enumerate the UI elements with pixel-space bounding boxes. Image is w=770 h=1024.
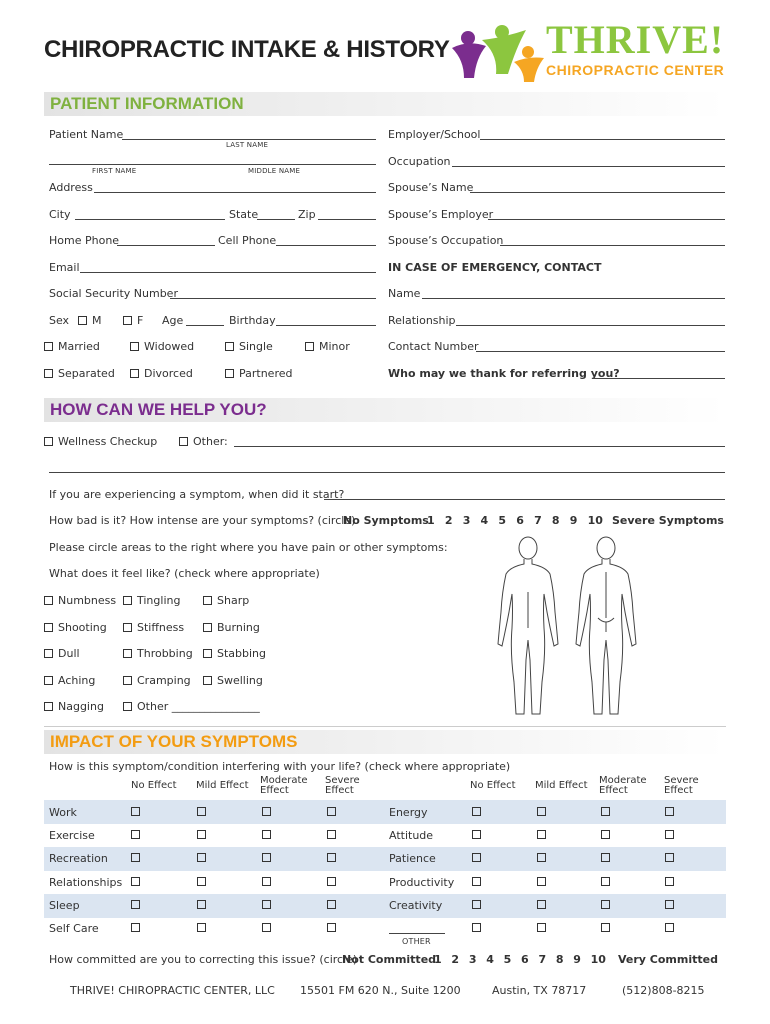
creativity-no-effect-checkbox[interactable] <box>472 900 481 909</box>
partnered-option[interactable]: Partnered <box>225 367 293 380</box>
logo-subtitle: CHIROPRACTIC CENTER <box>546 62 725 78</box>
contact-number-field[interactable] <box>476 351 725 352</box>
patient-info-heading: PATIENT INFORMATION <box>50 94 244 113</box>
impact-divider <box>44 726 726 727</box>
productivity-mild-effect-checkbox[interactable] <box>537 877 546 886</box>
burning-option[interactable]: Burning <box>203 621 260 634</box>
nagging-checkbox[interactable] <box>44 702 53 711</box>
footer-city: Austin, TX 78717 <box>492 984 587 997</box>
birthday-label: Birthday <box>229 314 276 327</box>
commitment-label: How committed are you to correcting this issue? (circle) <box>49 953 358 966</box>
work-moderate-effect-checkbox[interactable] <box>262 807 271 816</box>
creativity-severe-effect-checkbox[interactable] <box>665 900 674 909</box>
email-field[interactable] <box>80 272 376 273</box>
symptom-scale-4[interactable]: 4 <box>480 514 489 527</box>
impact-row-band <box>44 847 726 871</box>
separated-checkbox[interactable] <box>44 369 53 378</box>
symptom-scale[interactable] <box>427 514 603 527</box>
very-committed-label: Very Committed <box>618 953 718 966</box>
age-label: Age <box>162 314 184 327</box>
married-option[interactable]: Married <box>44 340 100 353</box>
patience-moderate-effect-checkbox[interactable] <box>601 853 610 862</box>
middle-name-caption: MIDDLE NAME <box>248 167 301 175</box>
other-severe-effect-checkbox[interactable] <box>665 923 674 932</box>
symptom-scale-1[interactable]: 1 <box>427 514 435 527</box>
col-no-effect-left: No Effect <box>131 780 177 791</box>
col-severe-left: Severe Effect <box>325 775 360 796</box>
col-mild-effect-right: Mild Effect <box>535 780 588 791</box>
spouse-occupation-label: Spouse’s Occupation <box>388 234 504 247</box>
minor-option[interactable]: Minor <box>305 340 350 353</box>
severe-symptoms-label: Severe Symptoms <box>612 514 724 527</box>
commitment-scale-10[interactable]: 10 <box>590 953 606 966</box>
col-severe-right: Severe Effect <box>664 775 699 796</box>
page-title: CHIROPRACTIC INTAKE & HISTORY <box>44 36 450 63</box>
sleep-moderate-effect-checkbox[interactable] <box>262 900 271 909</box>
impact-heading: IMPACT OF YOUR SYMPTOMS <box>50 732 298 751</box>
relationship-label: Relationship <box>388 314 456 327</box>
creativity-mild-effect-checkbox[interactable] <box>537 900 546 909</box>
widowed-checkbox[interactable] <box>130 342 139 351</box>
symptom-scale-9[interactable]: 9 <box>569 514 578 527</box>
wellness-option[interactable]: Wellness Checkup <box>44 435 157 448</box>
energy-severe-effect-checkbox[interactable] <box>665 807 674 816</box>
cramping-checkbox[interactable] <box>123 676 132 685</box>
other-no-effect-checkbox[interactable] <box>472 923 481 932</box>
commitment-scale-9[interactable]: 9 <box>573 953 581 966</box>
impact-other-field[interactable] <box>389 933 445 934</box>
patience-severe-effect-checkbox[interactable] <box>665 853 674 862</box>
self-care-no-effect-checkbox[interactable] <box>131 923 140 932</box>
first-name-caption: FIRST NAME <box>92 167 137 175</box>
symptom-scale-3[interactable]: 3 <box>462 514 471 527</box>
impact-other-caption: OTHER <box>402 937 431 946</box>
exercise-severe-effect-checkbox[interactable] <box>327 830 336 839</box>
col-no-effect-right: No Effect <box>470 780 516 791</box>
help-other-option[interactable]: Other: <box>179 435 228 448</box>
work-severe-effect-checkbox[interactable] <box>327 807 336 816</box>
help-other-field[interactable] <box>234 446 725 447</box>
email-label: Email <box>49 261 80 274</box>
impact-row-productivity: Productivity <box>389 876 455 889</box>
impact-row-creativity: Creativity <box>389 899 443 912</box>
energy-moderate-effect-checkbox[interactable] <box>601 807 610 816</box>
city-field[interactable] <box>75 219 225 220</box>
symptom-scale-8[interactable]: 8 <box>551 514 560 527</box>
separated-option[interactable]: Separated <box>44 367 115 380</box>
shooting-option[interactable]: Shooting <box>44 621 107 634</box>
divorced-checkbox[interactable] <box>130 369 139 378</box>
numbness-option[interactable]: Numbness <box>44 594 116 607</box>
aching-option[interactable]: Aching <box>44 674 95 687</box>
no-symptoms-label: No Symptoms <box>343 514 429 527</box>
dull-checkbox[interactable] <box>44 649 53 658</box>
col-mild-effect-left: Mild Effect <box>196 780 249 791</box>
self-care-severe-effect-checkbox[interactable] <box>327 923 336 932</box>
stiffness-checkbox[interactable] <box>123 623 132 632</box>
last-name-field[interactable] <box>122 139 376 140</box>
symptom-start-label: If you are experiencing a symptom, when did it start? <box>49 488 345 501</box>
relationship-field[interactable] <box>456 325 725 326</box>
relationships-moderate-effect-checkbox[interactable] <box>262 877 271 886</box>
sharp-option[interactable]: Sharp <box>203 594 249 607</box>
ssn-field[interactable] <box>170 298 376 299</box>
sex-male-option[interactable]: M <box>78 314 102 327</box>
self-care-mild-effect-checkbox[interactable] <box>197 923 206 932</box>
commitment-scale-3[interactable]: 3 <box>468 953 477 966</box>
symptom-scale-7[interactable]: 7 <box>534 514 542 527</box>
logo-name: THRIVE! <box>546 17 725 62</box>
numbness-checkbox[interactable] <box>44 596 53 605</box>
attitude-moderate-effect-checkbox[interactable] <box>601 830 610 839</box>
stiffness-option[interactable]: Stiffness <box>123 621 184 634</box>
productivity-moderate-effect-checkbox[interactable] <box>601 877 610 886</box>
energy-no-effect-checkbox[interactable] <box>472 807 481 816</box>
exercise-no-effect-checkbox[interactable] <box>131 830 140 839</box>
exercise-mild-effect-checkbox[interactable] <box>197 830 206 839</box>
dull-option[interactable]: Dull <box>44 647 80 660</box>
spouse-name-field[interactable] <box>470 192 725 193</box>
emergency-name-label: Name <box>388 287 421 300</box>
patient-name-label: Patient Name <box>49 128 124 141</box>
aching-checkbox[interactable] <box>44 676 53 685</box>
city-label: City <box>49 208 71 221</box>
work-mild-effect-checkbox[interactable] <box>197 807 206 816</box>
sex-female-option[interactable]: F <box>123 314 143 327</box>
work-no-effect-checkbox[interactable] <box>131 807 140 816</box>
swelling-checkbox[interactable] <box>203 676 212 685</box>
referral-field[interactable] <box>592 378 725 379</box>
commitment-scale[interactable] <box>434 953 606 966</box>
impact-row-sleep: Sleep <box>49 899 80 912</box>
help-heading: HOW CAN WE HELP YOU? <box>50 400 267 419</box>
address-label: Address <box>49 181 93 194</box>
exercise-moderate-effect-checkbox[interactable] <box>262 830 271 839</box>
minor-checkbox[interactable] <box>305 342 314 351</box>
commitment-scale-5[interactable]: 5 <box>503 953 512 966</box>
sleep-no-effect-checkbox[interactable] <box>131 900 140 909</box>
occupation-label: Occupation <box>388 155 451 168</box>
spouse-employer-field[interactable] <box>488 219 725 220</box>
logo <box>446 18 736 82</box>
col-moderate-right: Moderate Effect <box>599 775 647 796</box>
commitment-scale-1[interactable]: 1 <box>434 953 442 966</box>
relationships-no-effect-checkbox[interactable] <box>131 877 140 886</box>
sleep-mild-effect-checkbox[interactable] <box>197 900 206 909</box>
how-bad-label: How bad is it? How intense are your symptoms? (circle) <box>49 514 356 527</box>
contact-number-label: Contact Number <box>388 340 479 353</box>
partnered-checkbox[interactable] <box>225 369 234 378</box>
commitment-scale-7[interactable]: 7 <box>538 953 547 966</box>
help-other-checkbox[interactable] <box>179 437 188 446</box>
stabbing-checkbox[interactable] <box>203 649 212 658</box>
other-moderate-effect-checkbox[interactable] <box>601 923 610 932</box>
footer-phone: (512)808-8215 <box>622 984 705 997</box>
commitment-scale-4[interactable]: 4 <box>486 953 494 966</box>
attitude-severe-effect-checkbox[interactable] <box>665 830 674 839</box>
nagging-option[interactable]: Nagging <box>44 700 104 713</box>
widowed-option[interactable]: Widowed <box>130 340 194 353</box>
first-middle-name-field[interactable] <box>49 164 376 165</box>
cramping-option[interactable]: Cramping <box>123 674 191 687</box>
circle-areas-label: Please circle areas to the right where you have pain or other symptoms: <box>49 541 448 554</box>
energy-mild-effect-checkbox[interactable] <box>537 807 546 816</box>
emergency-heading: IN CASE OF EMERGENCY, CONTACT <box>388 261 602 274</box>
impact-row-work: Work <box>49 806 77 819</box>
symptom-scale-2[interactable]: 2 <box>444 514 453 527</box>
impact-row-energy: Energy <box>389 806 428 819</box>
age-field[interactable] <box>186 325 224 326</box>
address-field[interactable] <box>94 192 376 193</box>
sleep-severe-effect-checkbox[interactable] <box>327 900 336 909</box>
spouse-employer-label: Spouse’s Employer <box>388 208 494 221</box>
relationships-mild-effect-checkbox[interactable] <box>197 877 206 886</box>
feel-like-label: What does it feel like? (check where appropriate) <box>49 567 320 580</box>
commitment-scale-8[interactable]: 8 <box>555 953 564 966</box>
recreation-no-effect-checkbox[interactable] <box>131 853 140 862</box>
impact-row-exercise: Exercise <box>49 829 95 842</box>
self-care-moderate-effect-checkbox[interactable] <box>262 923 271 932</box>
cell-phone-label: Cell Phone <box>218 234 277 247</box>
body-diagram-icon[interactable] <box>488 532 648 722</box>
footer-company: THRIVE! CHIROPRACTIC CENTER, LLC <box>70 984 275 997</box>
throbbing-checkbox[interactable] <box>123 649 132 658</box>
impact-row-self-care: Self Care <box>49 922 99 935</box>
col-moderate-left: Moderate Effect <box>260 775 308 796</box>
impact-row-band <box>44 800 726 824</box>
patience-mild-effect-checkbox[interactable] <box>537 853 546 862</box>
symptom-scale-5[interactable]: 5 <box>498 514 507 527</box>
spouse-occupation-field[interactable] <box>500 245 725 246</box>
attitude-no-effect-checkbox[interactable] <box>472 830 481 839</box>
swelling-option[interactable]: Swelling <box>203 674 263 687</box>
state-label: State <box>229 208 259 221</box>
wellness-checkbox[interactable] <box>44 437 53 446</box>
referral-label: Who may we thank for referring you? <box>388 367 620 380</box>
throbbing-option[interactable]: Throbbing <box>123 647 193 660</box>
home-phone-field[interactable] <box>117 245 215 246</box>
male-checkbox[interactable] <box>78 316 87 325</box>
last-name-caption: LAST NAME <box>226 141 269 149</box>
impact-question: How is this symptom/condition interfering with your life? (check where appropriate) <box>49 760 511 773</box>
sex-label: Sex <box>49 314 70 327</box>
recreation-severe-effect-checkbox[interactable] <box>327 853 336 862</box>
impact-row-band <box>44 894 726 918</box>
feeling-other-option[interactable]: Other ________________ <box>123 700 260 713</box>
symptom-scale-6[interactable]: 6 <box>516 514 524 527</box>
zip-field[interactable] <box>318 219 376 220</box>
commitment-scale-2[interactable]: 2 <box>451 953 460 966</box>
burning-checkbox[interactable] <box>203 623 212 632</box>
impact-row-recreation: Recreation <box>49 852 108 865</box>
single-option[interactable]: Single <box>225 340 273 353</box>
recreation-mild-effect-checkbox[interactable] <box>197 853 206 862</box>
cell-phone-field[interactable] <box>276 245 376 246</box>
state-field[interactable] <box>257 219 295 220</box>
symptom-scale-10[interactable]: 10 <box>587 514 603 527</box>
emergency-name-field[interactable] <box>422 298 725 299</box>
married-checkbox[interactable] <box>44 342 53 351</box>
tingling-option[interactable]: Tingling <box>123 594 180 607</box>
stabbing-option[interactable]: Stabbing <box>203 647 266 660</box>
impact-row-relationships: Relationships <box>49 876 123 889</box>
feeling-other-checkbox[interactable] <box>123 702 132 711</box>
divorced-option[interactable]: Divorced <box>130 367 193 380</box>
help-other-field-2[interactable] <box>49 472 725 473</box>
patience-no-effect-checkbox[interactable] <box>472 853 481 862</box>
productivity-severe-effect-checkbox[interactable] <box>665 877 674 886</box>
spouse-name-label: Spouse’s Name <box>388 181 474 194</box>
impact-row-attitude: Attitude <box>389 829 434 842</box>
zip-label: Zip <box>298 208 316 221</box>
relationships-severe-effect-checkbox[interactable] <box>327 877 336 886</box>
not-committed-label: Not Committed <box>342 953 437 966</box>
creativity-moderate-effect-checkbox[interactable] <box>601 900 610 909</box>
tingling-checkbox[interactable] <box>123 596 132 605</box>
female-checkbox[interactable] <box>123 316 132 325</box>
home-phone-label: Home Phone <box>49 234 120 247</box>
shooting-checkbox[interactable] <box>44 623 53 632</box>
commitment-scale-6[interactable]: 6 <box>521 953 529 966</box>
employer-field[interactable] <box>480 139 725 140</box>
recreation-moderate-effect-checkbox[interactable] <box>262 853 271 862</box>
birthday-field[interactable] <box>276 325 376 326</box>
productivity-no-effect-checkbox[interactable] <box>472 877 481 886</box>
ssn-label: Social Security Number <box>49 287 178 300</box>
employer-label: Employer/School <box>388 128 481 141</box>
sharp-checkbox[interactable] <box>203 596 212 605</box>
impact-row-patience: Patience <box>389 852 436 865</box>
other-mild-effect-checkbox[interactable] <box>537 923 546 932</box>
attitude-mild-effect-checkbox[interactable] <box>537 830 546 839</box>
occupation-field[interactable] <box>452 166 725 167</box>
logo-figures-icon <box>446 18 546 82</box>
footer-address: 15501 FM 620 N., Suite 1200 <box>300 984 461 997</box>
symptom-start-field[interactable] <box>324 499 725 500</box>
single-checkbox[interactable] <box>225 342 234 351</box>
